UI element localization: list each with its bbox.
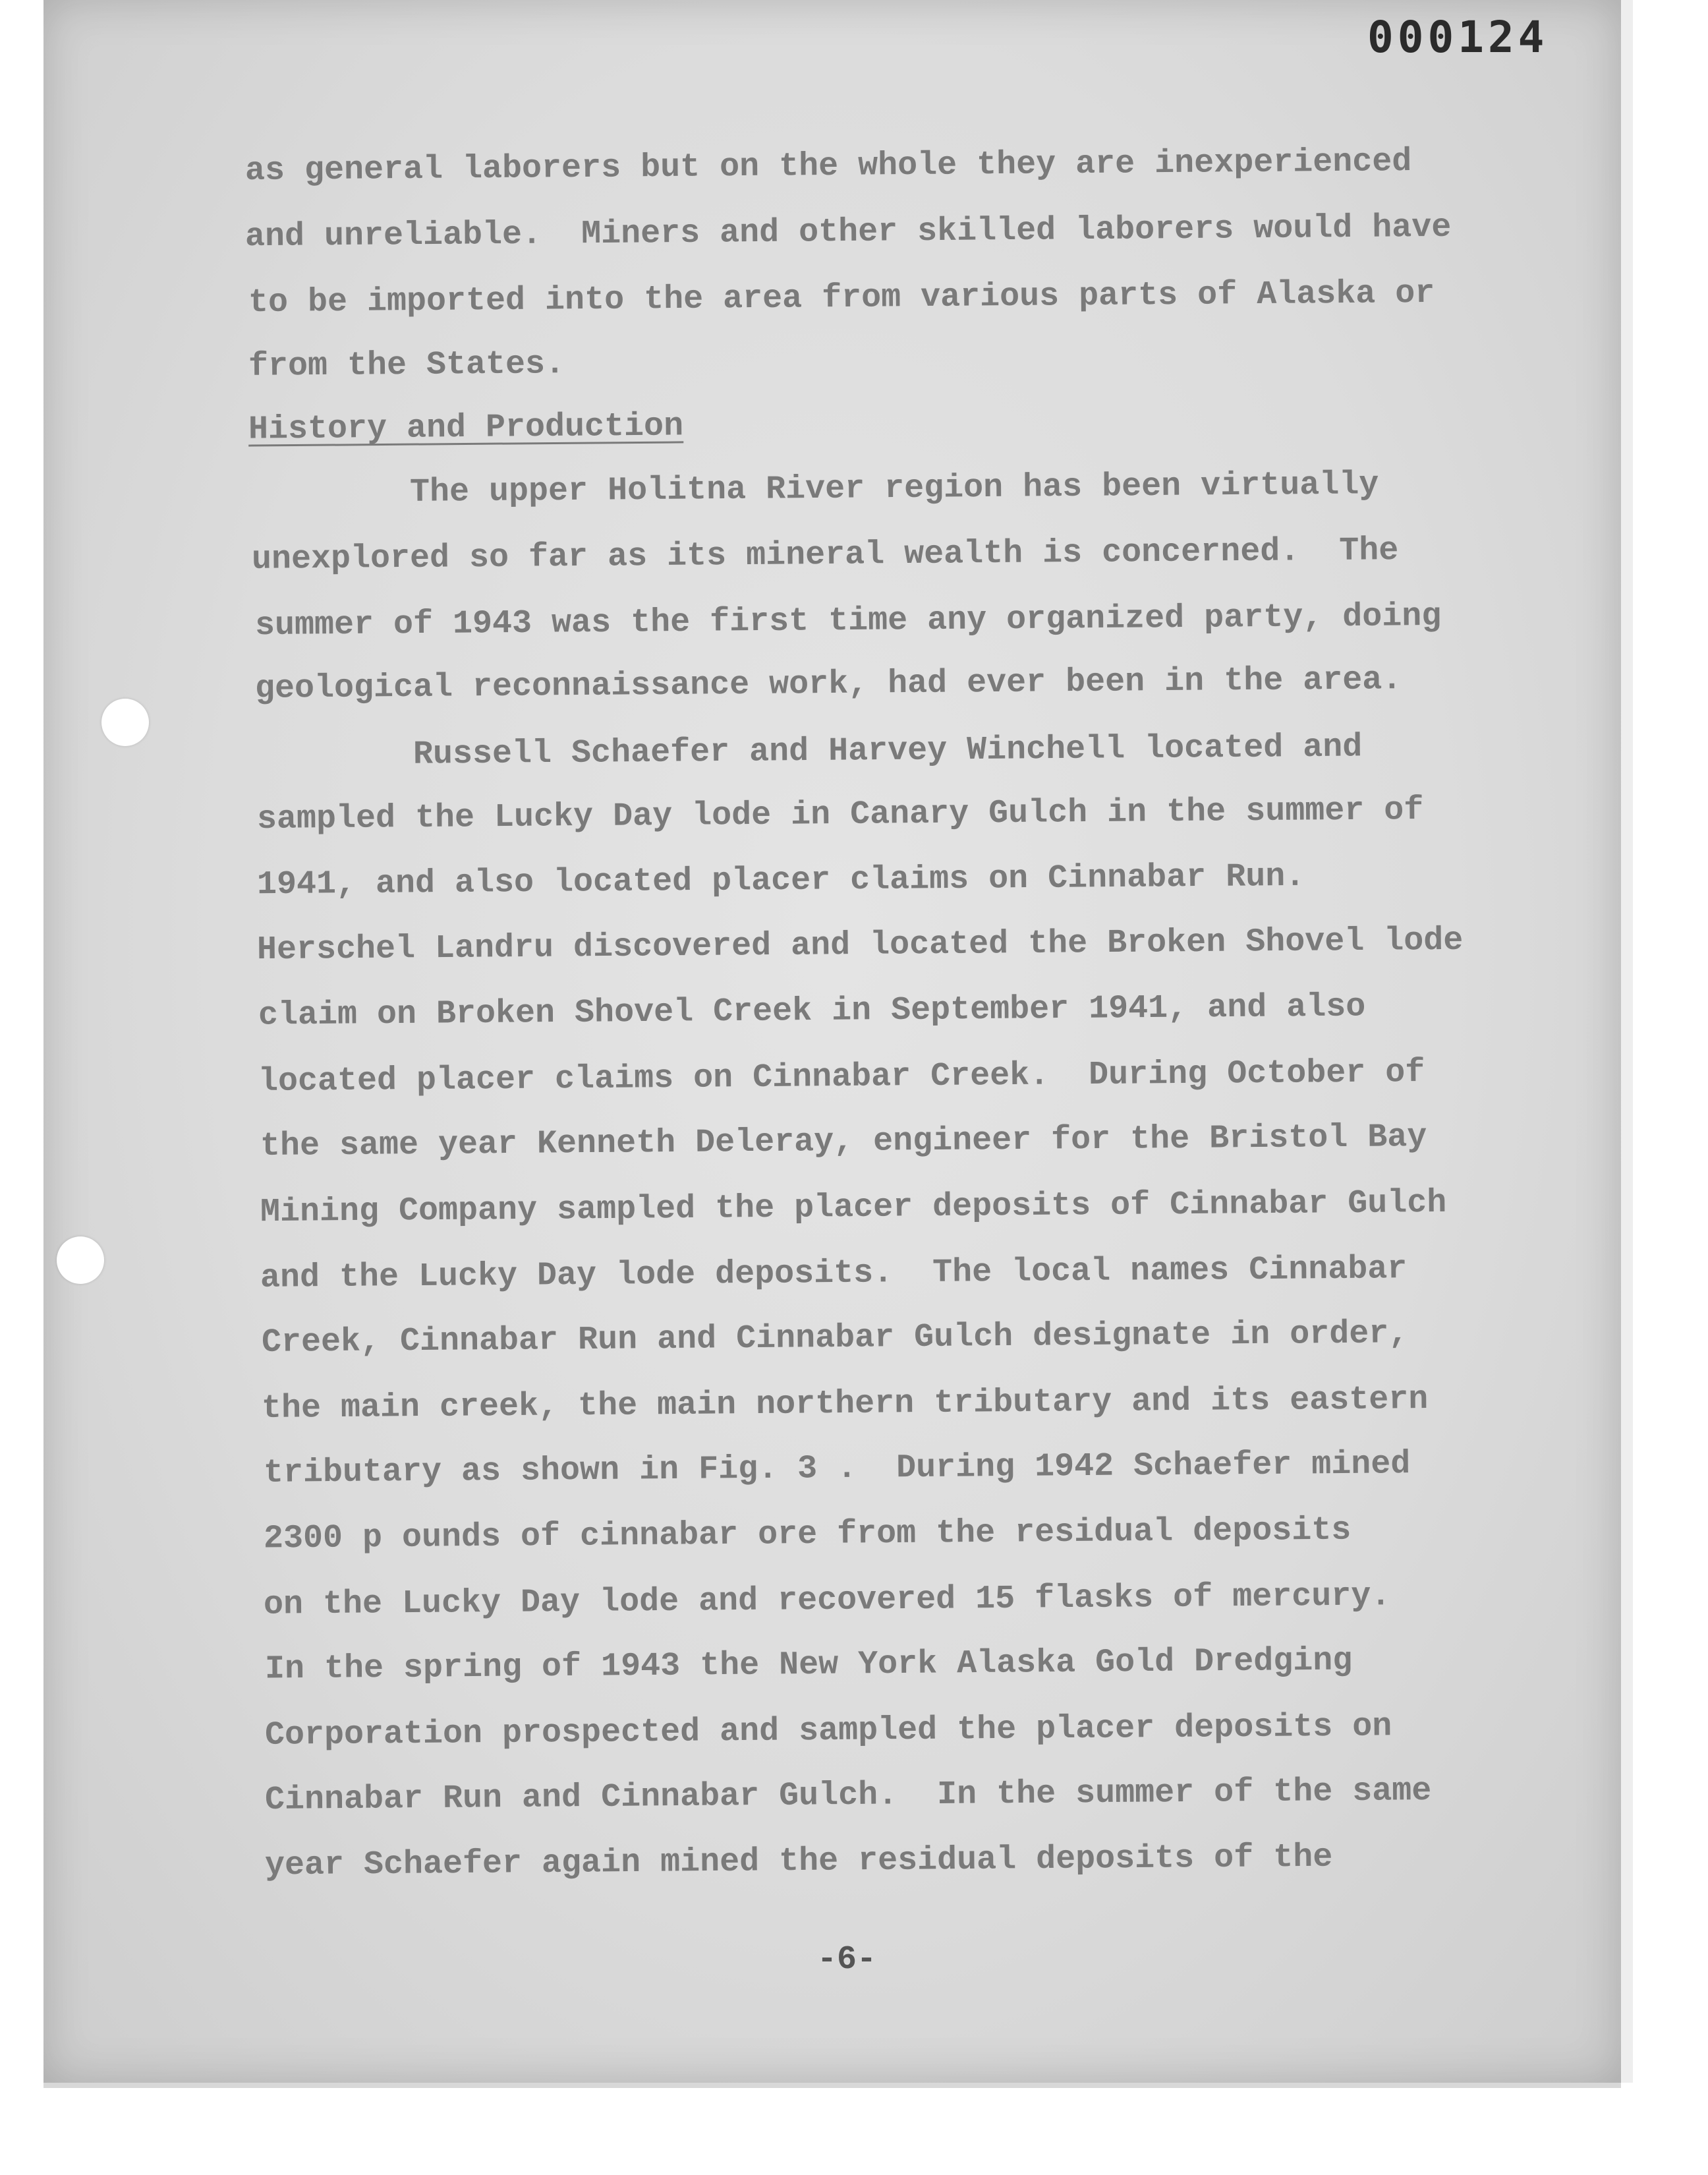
text-line: Russell Schaefer and Harvey Winchell located and [254, 728, 1363, 775]
text-line: unexplored so far as its mineral wealth is concerned. The [251, 532, 1399, 579]
text-line: as general laborers but on the whole they are inexperienced [244, 143, 1412, 190]
text-line: the main creek, the main northern tributary and its eastern [261, 1381, 1429, 1428]
text-line: Creek, Cinnabar Run and Cinnabar Gulch designate in order, [261, 1315, 1409, 1362]
punch-hole-lower [57, 1236, 104, 1284]
text-line: year Schaefer again mined the residual deposits of the [264, 1838, 1333, 1885]
page-number: -6- [817, 1941, 877, 1979]
text-line: Cinnabar Run and Cinnabar Gulch. In the summer of the same [264, 1772, 1432, 1819]
page-bottom-edge [43, 2083, 1621, 2088]
text-line: located placer claims on Cinnabar Creek. During October of [258, 1054, 1425, 1101]
text-line: The upper Holitna River region has been virtually [251, 466, 1379, 513]
text-line: on the Lucky Day lode and recovered 15 flasks of mercury. [263, 1577, 1391, 1624]
text-line: and unreliable. Miners and other skilled laborers would have [244, 208, 1452, 256]
text-line: geological reconnaissance work, had ever been in the area. [254, 661, 1402, 708]
punch-hole-upper [101, 699, 149, 746]
text-line: claim on Broken Shovel Creek in September 1941, and also [258, 988, 1366, 1035]
text-line: sampled the Lucky Day lode in Canary Gulch in the summer of [256, 792, 1424, 838]
text-line: the same year Kenneth Deleray, engineer for the Bristol Bay [260, 1118, 1427, 1165]
text-line: and the Lucky Day lode deposits. The local names Cinnabar [260, 1250, 1408, 1297]
text-line: In the spring of 1943 the New York Alaska Gold Dredging [264, 1642, 1353, 1689]
text-line: 2300 p ounds of cinnabar ore from the residual deposits [263, 1511, 1352, 1558]
section-heading: History and Production [248, 407, 684, 449]
text-line: Corporation prospected and sampled the placer deposits on [264, 1708, 1392, 1754]
text-line: tributary as shown in Fig. 3 . During 1942 Schaefer mined [263, 1445, 1411, 1492]
text-line: to be imported into the area from various parts of Alaska or [248, 274, 1435, 322]
scan-margin [1621, 0, 1633, 2083]
text-line: summer of 1943 was the first time any organized party, doing [254, 597, 1442, 645]
document-number: 000124 [1367, 12, 1549, 63]
text-line: from the States. [248, 345, 565, 386]
text-line: 1941, and also located placer claims on Cinnabar Run. [256, 857, 1305, 904]
text-line: Herschel Landru discovered and located the Broken Shovel lode [256, 921, 1464, 970]
text-line: Mining Company sampled the placer deposits of Cinnabar Gulch [260, 1184, 1447, 1232]
